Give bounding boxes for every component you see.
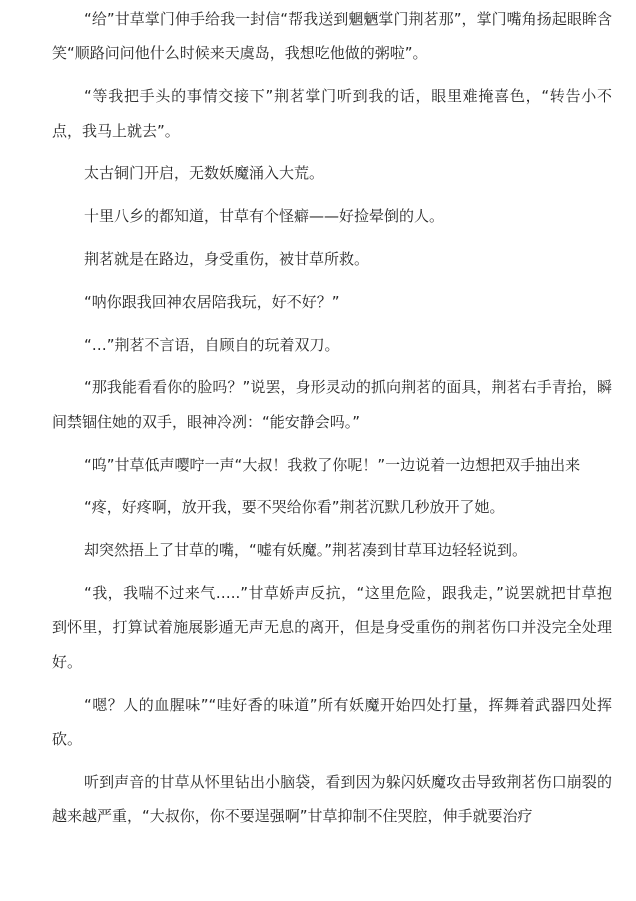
paragraph: “我，我喘不过来气…..”甘草娇声反抗，“这里危险，跟我走，”说罢就把甘草抱到怀里，打算试着施展影遁无声无息的离开，但是身受重伤的荆茗伤口并没完全处理好。 bbox=[52, 583, 612, 671]
paragraph: “那我能看看你的脸吗？”说罢，身形灵动的抓向荆茗的面具，荆茗右手青抬，瞬间禁锢住她的双手，眼神冷冽：“能安静会吗。” bbox=[52, 378, 612, 431]
paragraph: “嗯？人的血腥味”“哇好香的味道”所有妖魔开始四处打量，挥舞着武器四处挥砍。 bbox=[52, 695, 612, 748]
paragraph: “呜”甘草低声嘤咛一声“大叔！我救了你呢！”一边说着一边想把双手抽出来 bbox=[84, 455, 581, 474]
paragraph: 太古铜门开启，无数妖魔涌入大荒。 bbox=[84, 164, 325, 183]
paragraph: 十里八乡的都知道，甘草有个怪癖——好捡晕倒的人。 bbox=[84, 207, 445, 226]
paragraph: “给”甘草掌门伸手给我一封信“帮我送到魍魉掌门荆茗那”，掌门嘴角扬起眼眸含笑“顺路问问他什么时候来天虞岛，我想吃他做的粥啦”。 bbox=[52, 10, 612, 63]
story-text bbox=[52, 2, 612, 842]
paragraph: 听到声音的甘草从怀里钻出小脑袋，看到因为躲闪妖魔攻击导致荆茗伤口崩裂的越来越严重，“大叔你，你不要逞强啊”甘草抑制不住哭腔，伸手就要治疗 bbox=[52, 772, 612, 826]
paragraph: 荆茗就是在路边，身受重伤，被甘草所救。 bbox=[84, 250, 370, 268]
paragraph: “疼，好疼啊，放开我，要不哭给你看”荆茗沉默几秒放开了她。 bbox=[84, 498, 505, 517]
paragraph: “…”荆茗不言语，自顾自的玩着双刀。 bbox=[84, 335, 340, 354]
paragraph: 却突然捂上了甘草的嘴，“嘘有妖魔。”荆茗凑到甘草耳边轻轻说到。 bbox=[84, 541, 528, 560]
paragraph: “呐你跟我回神农居陪我玩，好不好？” bbox=[84, 292, 340, 311]
paragraph: “等我把手头的事情交接下”荆茗掌门听到我的话，眼里难掩喜色，“转告小不点，我马上就去”。 bbox=[52, 87, 612, 140]
